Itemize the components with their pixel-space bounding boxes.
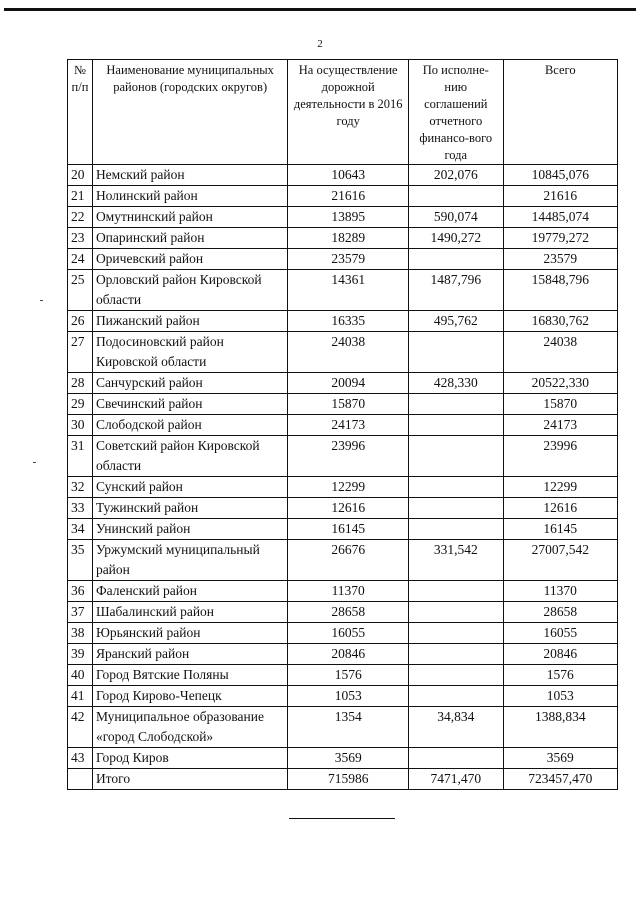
table-row [68,644,618,665]
table-row [68,373,618,394]
cell-agreements [408,644,503,665]
cell-agreements [408,436,503,477]
header-total: Всего [503,60,617,165]
table-row [68,623,618,644]
cell-num: 25 [68,270,93,311]
cell-num: 40 [68,665,93,686]
cell-road: 12616 [288,498,409,519]
cell-total: 14485,074 [503,207,617,228]
cell-road: 28658 [288,602,409,623]
cell-road: 24038 [288,332,409,373]
cell-agreements [408,498,503,519]
cell-name: Уржумский муниципальный район [92,540,287,581]
header-road: На осуществление дорожной деятельности в 2016 году [288,60,409,165]
margin-mark [40,300,43,301]
cell-road: 13895 [288,207,409,228]
cell-total: 12299 [503,477,617,498]
cell-agreements [408,186,503,207]
cell-total: 24038 [503,332,617,373]
cell-total: 1388,834 [503,707,617,748]
page-number: 2 [317,38,323,50]
cell-name: Итого [92,769,287,790]
cell-road: 16335 [288,311,409,332]
cell-num: 23 [68,228,93,249]
table-row [68,270,618,311]
cell-num: 38 [68,623,93,644]
cell-total: 21616 [503,186,617,207]
table-row [68,436,618,477]
cell-agreements [408,415,503,436]
cell-total: 23996 [503,436,617,477]
header-num: № п/п [68,60,93,165]
cell-road: 20094 [288,373,409,394]
cell-total: 1053 [503,686,617,707]
cell-agreements [408,332,503,373]
cell-road: 18289 [288,228,409,249]
cell-num: 37 [68,602,93,623]
cell-agreements [408,665,503,686]
cell-name: Тужинский район [92,498,287,519]
cell-agreements [408,602,503,623]
cell-name: Свечинский район [92,394,287,415]
cell-num: 31 [68,436,93,477]
cell-total: 16145 [503,519,617,540]
cell-num: 27 [68,332,93,373]
cell-agreements: 1490,272 [408,228,503,249]
cell-agreements [408,249,503,270]
table-row [68,686,618,707]
cell-total: 11370 [503,581,617,602]
cell-road: 1053 [288,686,409,707]
cell-total: 27007,542 [503,540,617,581]
cell-name: Опаринский район [92,228,287,249]
cell-name: Яранский район [92,644,287,665]
cell-road: 3569 [288,748,409,769]
cell-total: 28658 [503,602,617,623]
cell-agreements [408,394,503,415]
cell-agreements [408,477,503,498]
cell-agreements [408,581,503,602]
funding-table [67,59,618,790]
cell-name: Немский район [92,165,287,186]
table-row [68,228,618,249]
cell-road: 1576 [288,665,409,686]
cell-total: 16830,762 [503,311,617,332]
cell-num: 29 [68,394,93,415]
table-row [68,186,618,207]
cell-agreements: 331,542 [408,540,503,581]
cell-name: Слободской район [92,415,287,436]
cell-num: 41 [68,686,93,707]
cell-total: 3569 [503,748,617,769]
cell-name: Фаленский район [92,581,287,602]
table-row [68,602,618,623]
cell-road: 16055 [288,623,409,644]
cell-name: Шабалинский район [92,602,287,623]
cell-num: 30 [68,415,93,436]
cell-name: Орловский район Кировской области [92,270,287,311]
cell-agreements [408,686,503,707]
cell-num: 22 [68,207,93,228]
table-row [68,394,618,415]
cell-num: 20 [68,165,93,186]
cell-total: 20846 [503,644,617,665]
cell-name: Подосиновский район Кировской области [92,332,287,373]
cell-road: 23579 [288,249,409,270]
cell-name: Город Вятские Поляны [92,665,287,686]
table-row [68,332,618,373]
cell-road: 14361 [288,270,409,311]
header-name: Наименование муниципальных районов (городских округов) [92,60,287,165]
cell-name: Город Кирово-Чепецк [92,686,287,707]
cell-road: 10643 [288,165,409,186]
cell-num: 36 [68,581,93,602]
cell-road: 11370 [288,581,409,602]
top-border-line [4,8,636,11]
cell-road: 24173 [288,415,409,436]
cell-num: 34 [68,519,93,540]
cell-road: 12299 [288,477,409,498]
cell-road: 715986 [288,769,409,790]
cell-name: Сунский район [92,477,287,498]
cell-agreements: 34,834 [408,707,503,748]
table-row [68,249,618,270]
table-row [68,665,618,686]
cell-num: 21 [68,186,93,207]
cell-total: 24173 [503,415,617,436]
cell-total: 19779,272 [503,228,617,249]
header-agreements: По исполне-нию соглашений отчетного финансо-вого года [408,60,503,165]
cell-num: 43 [68,748,93,769]
cell-num: 32 [68,477,93,498]
cell-name: Омутнинский район [92,207,287,228]
table-row [68,477,618,498]
cell-agreements: 590,074 [408,207,503,228]
table-row [68,415,618,436]
cell-num [68,769,93,790]
cell-agreements: 202,076 [408,165,503,186]
cell-agreements: 428,330 [408,373,503,394]
table-row [68,769,618,790]
cell-total: 723457,470 [503,769,617,790]
cell-road: 26676 [288,540,409,581]
end-line [289,818,395,819]
cell-agreements: 7471,470 [408,769,503,790]
cell-agreements [408,519,503,540]
cell-name: Муниципальное образование «город Слободской» [92,707,287,748]
table-row [68,519,618,540]
table-row [68,498,618,519]
cell-name: Нолинский район [92,186,287,207]
cell-name: Оричевский район [92,249,287,270]
cell-road: 21616 [288,186,409,207]
cell-total: 10845,076 [503,165,617,186]
table-row [68,748,618,769]
cell-total: 16055 [503,623,617,644]
cell-road: 23996 [288,436,409,477]
cell-name: Юрьянский район [92,623,287,644]
cell-agreements [408,623,503,644]
cell-num: 42 [68,707,93,748]
cell-road: 20846 [288,644,409,665]
cell-num: 39 [68,644,93,665]
cell-total: 1576 [503,665,617,686]
cell-num: 24 [68,249,93,270]
cell-total: 15870 [503,394,617,415]
cell-agreements: 1487,796 [408,270,503,311]
table-header-row [68,60,618,165]
cell-num: 33 [68,498,93,519]
cell-num: 28 [68,373,93,394]
cell-num: 35 [68,540,93,581]
table-row [68,207,618,228]
cell-name: Город Киров [92,748,287,769]
cell-total: 20522,330 [503,373,617,394]
cell-name: Унинский район [92,519,287,540]
cell-road: 16145 [288,519,409,540]
cell-name: Пижанский район [92,311,287,332]
table-row [68,311,618,332]
cell-total: 15848,796 [503,270,617,311]
margin-mark [33,462,36,463]
cell-agreements: 495,762 [408,311,503,332]
table-body [68,165,618,790]
cell-name: Советский район Кировской области [92,436,287,477]
cell-total: 23579 [503,249,617,270]
table-row [68,581,618,602]
table-row [68,165,618,186]
cell-total: 12616 [503,498,617,519]
cell-road: 15870 [288,394,409,415]
cell-road: 1354 [288,707,409,748]
cell-name: Санчурский район [92,373,287,394]
table-row [68,540,618,581]
cell-agreements [408,748,503,769]
table-row [68,707,618,748]
cell-num: 26 [68,311,93,332]
